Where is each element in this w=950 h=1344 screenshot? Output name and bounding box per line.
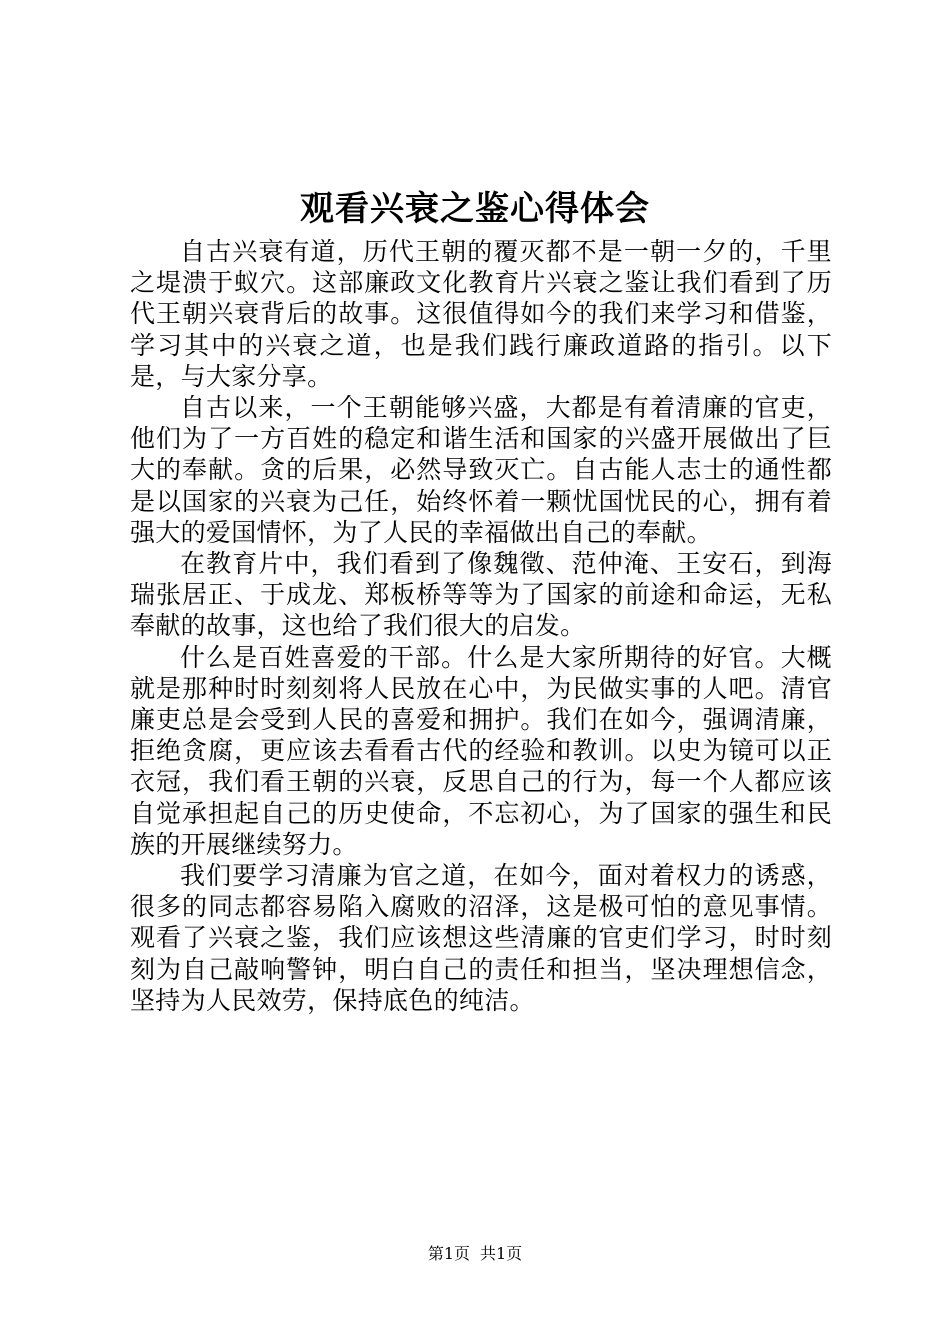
paragraph: 自古兴衰有道，历代王朝的覆灭都不是一朝一夕的，千里之堤溃于蚁穴。这部廉政文化教育片兴衰之鉴让我们看到了历代王朝兴衰背后的故事。这很值得如今的我们来学习和借鉴，学习其中的兴衰之道，也是我们践行廉政道路的指引。以下是，与大家分享。 — [130, 237, 832, 391]
document-title: 观看兴衰之鉴心得体会 — [300, 189, 650, 229]
document-body — [130, 236, 832, 1016]
page-number: 第1页 — [427, 1244, 470, 1263]
paragraph: 我们要学习清廉为官之道，在如今，面对着权力的诱惑，很多的同志都容易陷入腐败的沼泽，这是极可怕的意见事情。观看了兴衰之鉴，我们应该想这些清廉的官吏们学习，时时刻刻为自己敲响警钟，明白自己的责任和担当，坚决理想信念，坚持为人民效劳，保持底色的纯洁。 — [130, 861, 832, 1015]
page-total: 共1页 — [480, 1244, 523, 1263]
paragraph: 什么是百姓喜爱的干部。什么是大家所期待的好官。大概就是那种时时刻刻将人民放在心中，为民做实事的人吧。清官廉吏总是会受到人民的喜爱和拥护。我们在如今，强调清廉，拒绝贪腐，更应该去看看古代的经验和教训。以史为镜可以正衣冠，我们看王朝的兴衰，反思自己的行为，每一个人都应该自觉承担起自己的历史使命，不忘初心，为了国家的强生和民族的开展继续努力。 — [130, 642, 832, 859]
page-footer — [0, 1243, 950, 1265]
paragraph: 自古以来，一个王朝能够兴盛，大都是有着清廉的官吏，他们为了一方百姓的稳定和谐生活和国家的兴盛开展做出了巨大的奉献。贪的后果，必然导致灭亡。自古能人志士的通性都是以国家的兴衰为己任，始终怀着一颗忧国忧民的心，拥有着强大的爱国情怀，为了人民的幸福做出自己的奉献。 — [130, 393, 832, 547]
paragraph: 在教育片中，我们看到了像魏徵、范仲淹、王安石，到海瑞张居正、于成龙、郑板桥等等为了国家的前途和命运，无私奉献的故事，这也给了我们很大的启发。 — [130, 549, 832, 641]
